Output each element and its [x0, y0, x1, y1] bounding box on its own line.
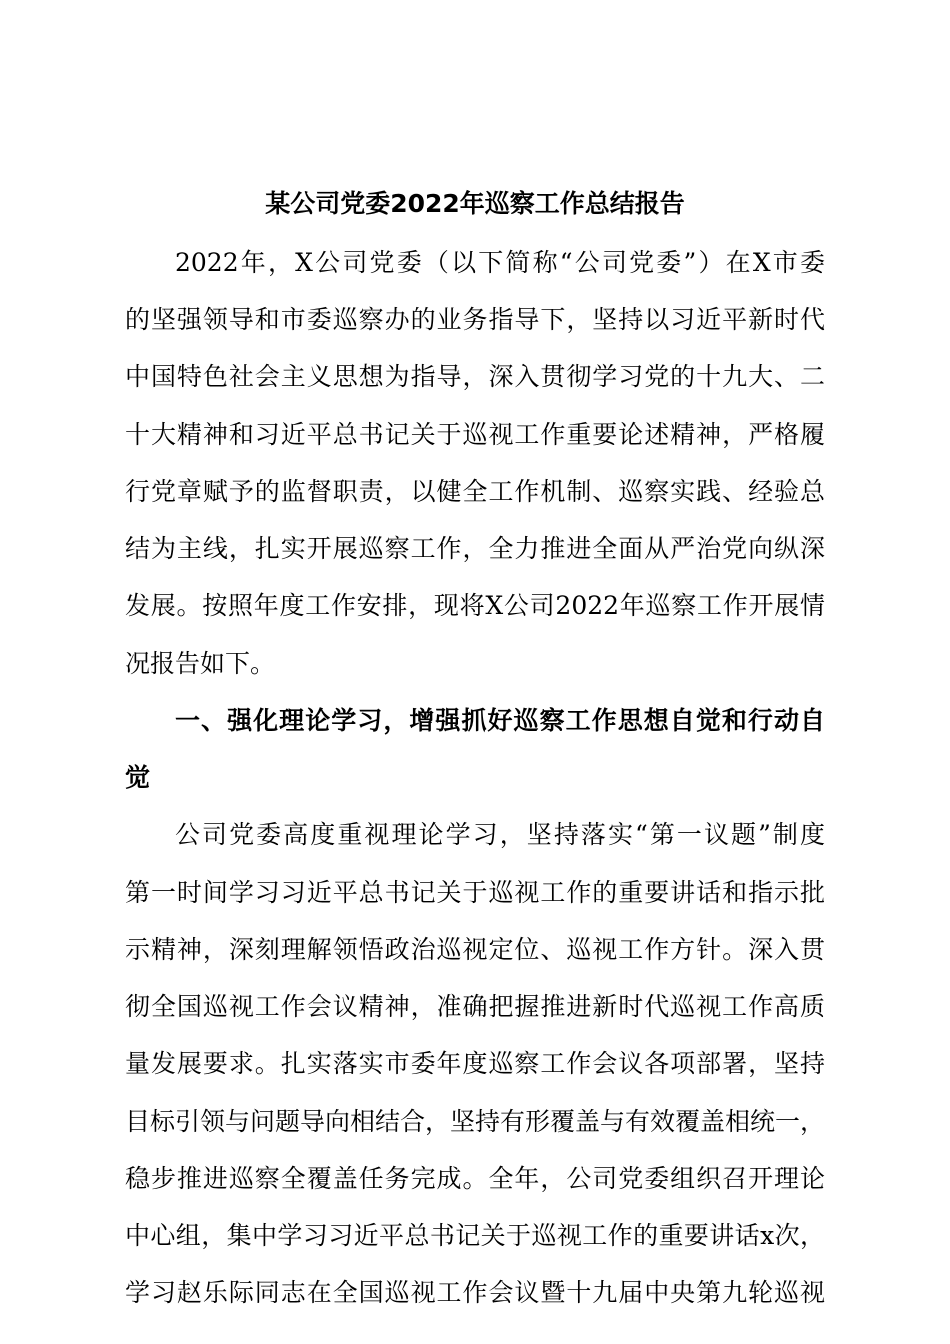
document-title: 某公司党委2022年巡察工作总结报告: [265, 189, 685, 218]
intro-line: 况报告如下。: [125, 649, 276, 678]
intro-line: 中国特色社会主义思想为指导，深入贯彻学习党的十九大、二: [125, 362, 825, 391]
intro-line: 行党章赋予的监督职责，以健全工作机制、巡察实践、经验总: [125, 477, 825, 506]
intro-line: 的坚强领导和市委巡察办的业务指导下，坚持以习近平新时代: [125, 305, 825, 334]
section-line: 中心组，集中学习习近平总书记关于巡视工作的重要讲话x次，: [125, 1221, 825, 1250]
section-heading: 一、强化理论学习，增强抓好巡察工作思想自觉和行动自: [175, 706, 825, 735]
intro-line: 发展。按照年度工作安排，现将X公司2022年巡察工作开展情: [125, 591, 825, 620]
section-line: 公司党委高度重视理论学习，坚持落实“第一议题”制度: [175, 820, 825, 849]
section-heading: 觉: [125, 763, 151, 792]
section-line: 学习赵乐际同志在全国巡视工作会议暨十九届中央第九轮巡视: [125, 1278, 825, 1307]
section-line: 第一时间学习习近平总书记关于巡视工作的重要讲话和指示批: [125, 878, 825, 907]
section-line: 稳步推进巡察全覆盖任务完成。全年，公司党委组织召开理论: [125, 1164, 825, 1193]
section-line: 目标引领与问题导向相结合，坚持有形覆盖与有效覆盖相统一，: [125, 1107, 826, 1136]
section-line: 示精神，深刻理解领悟政治巡视定位、巡视工作方针。深入贯: [125, 935, 825, 964]
intro-line: 2022年，X公司党委（以下简称“公司党委”）在X市委: [175, 248, 825, 277]
section-line: 量发展要求。扎实落实市委年度巡察工作会议各项部署，坚持: [125, 1049, 825, 1078]
intro-line: 十大精神和习近平总书记关于巡视工作重要论述精神，严格履: [125, 420, 825, 449]
intro-line: 结为主线，扎实开展巡察工作，全力推进全面从严治党向纵深: [125, 534, 825, 563]
section-line: 彻全国巡视工作会议精神，准确把握推进新时代巡视工作高质: [125, 992, 825, 1021]
